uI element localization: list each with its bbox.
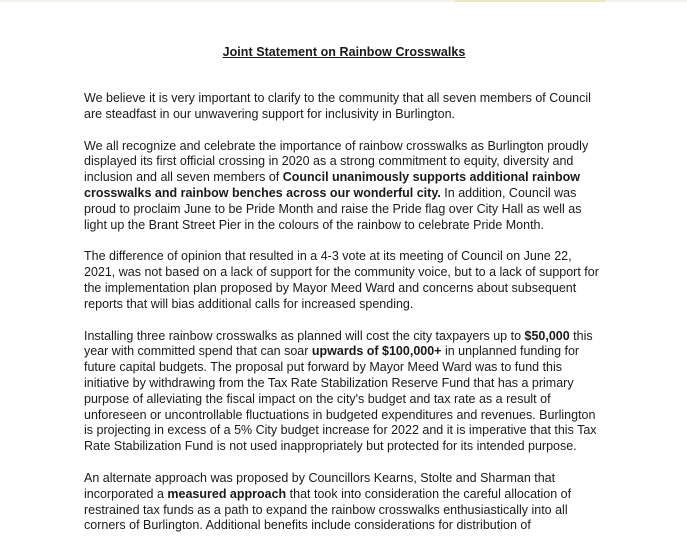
top-border xyxy=(0,0,687,2)
paragraph-text: In addition, Council was proud to proclaim June to be Pride Month and raise the Pride flag over City Hall as well as light up the Brant Street Pier in the colours of the rainbow to celebrate Pride Month. xyxy=(84,185,582,232)
paragraph-3 xyxy=(84,249,604,312)
paragraph-text: this year with committed spend that can soar xyxy=(84,328,593,359)
paragraph-emphasis: measured approach xyxy=(167,486,287,501)
paragraph-5 xyxy=(84,471,604,534)
paragraph-text: in unplanned funding for future capital budgets. The proposal put forward by Mayor Meed Ward was to fund this initiative by withdrawing from the Tax Rate Stabilization Reserve Fund that has a primary purpose of alleviating the fiscal impact on the city's budget and tax rate as a result of unforeseen or uncontrollable fluctuations in budgeted expenditures and revenues. Burlington is projecting in excess of a 5% City budget increase for 2022 and it is imperative that this Tax Rate Stabilization Fund is not used inappropriately but protected for its intended purpose. xyxy=(84,344,597,454)
document-title: Joint Statement on Rainbow Crosswalks xyxy=(222,45,466,59)
top-border-accent xyxy=(455,0,605,2)
paragraph-2 xyxy=(84,139,604,234)
paragraph-emphasis: $50,000 xyxy=(524,328,570,343)
paragraph-text: An alternate approach was proposed by Councillors Kearns, Stolte and Sharman that incorporated a xyxy=(84,470,556,501)
paragraph-text: that took into consideration the careful allocation of restrained tax funds as a path to expand the rainbow crosswalks enthusiastically into all corners of Burlington. Additional benefits include considerations for distribution of xyxy=(84,486,572,533)
paragraph-1 xyxy=(84,91,604,123)
document-page xyxy=(84,44,604,550)
paragraph-text: We all recognize and celebrate the importance of rainbow crosswalks as Burlington proudly displayed its first official crossing in 2020 as a strong commitment to equity, diversity and inclusion and all seven members of xyxy=(84,138,589,185)
paragraph-text: The difference of opinion that resulted in a 4-3 vote at its meeting of Council on June 22, 2021, was not based on a lack of support for the community voice, but to a lack of support for the implementation plan proposed by Mayor Meed Ward and concerns about subsequent reports that will bias additional calls for increased spending. xyxy=(84,249,599,311)
paragraph-emphasis: Council unanimously supports additional rainbow crosswalks and rainbow benches across our wonderful city. xyxy=(84,170,580,200)
paragraph-text: We believe it is very important to clarify to the community that all seven members of Council are steadfast in our unwavering support for inclusivity in Burlington. xyxy=(84,91,591,121)
paragraph-emphasis: upwards of $100,000+ xyxy=(311,344,442,359)
paragraph-4 xyxy=(84,329,604,455)
paragraph-text: Installing three rainbow crosswalks as planned will cost the city taxpayers up to xyxy=(84,328,525,343)
